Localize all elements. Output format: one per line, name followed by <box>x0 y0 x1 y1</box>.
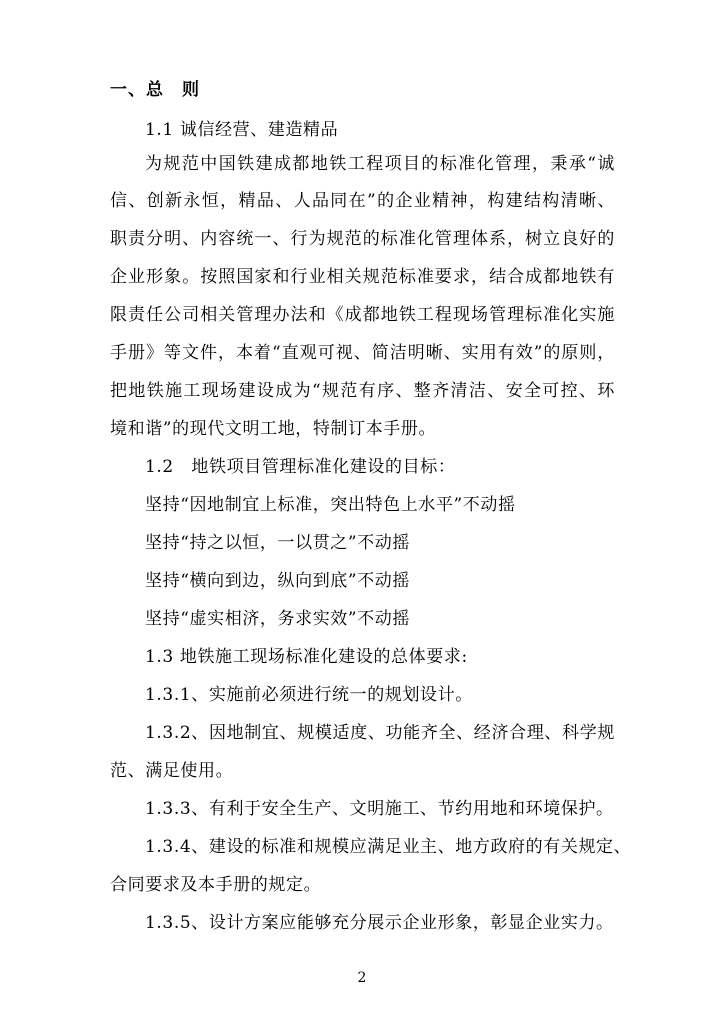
subsection-1-3-title: 1.3 地铁施工现场标准化建设的总体要求: <box>145 647 468 667</box>
subsection-1-1-title: 1.1 诚信经营、建造精品 <box>145 120 339 140</box>
requirement-item: 1.3.1、实施前必须进行统一的规划设计。 <box>145 685 473 705</box>
requirement-item: 1.3.3、有利于安全生产、文明施工、节约用地和环境保护。 <box>145 799 614 819</box>
intro-paragraph-line: 手册》等文件，本着“直观可视、简洁明晰、实用有效”的原则， <box>110 343 615 363</box>
requirement-item: 1.3.2、因地制宜、规模适度、功能齐全、经济合理、科学规 <box>145 723 615 743</box>
intro-paragraph-line: 境和谐”的现代文明工地，特制订本手册。 <box>110 419 437 439</box>
intro-paragraph-line: 企业形象。按照国家和行业相关规范标准要求，结合成都地铁有 <box>110 267 615 287</box>
subsection-1-2-title: 1.2 地铁项目管理标准化建设的目标： <box>145 457 456 477</box>
goal-item: 坚持“虚实相济，务求实效”不动摇 <box>145 609 410 629</box>
goal-item: 坚持“因地制宜上标准，突出特色上水平”不动摇 <box>145 495 516 515</box>
intro-paragraph-line: 信、创新永恒，精品、人品同在”的企业精神，构建结构清晰、 <box>110 191 615 211</box>
section-heading: 一、总 则 <box>110 80 200 100</box>
goal-item: 坚持“横向到边，纵向到底”不动摇 <box>145 571 410 591</box>
requirement-item-continuation: 范、满足使用。 <box>110 761 234 781</box>
intro-paragraph-line: 把地铁施工现场建设成为“规范有序、整齐清洁、安全可控、环 <box>110 381 615 401</box>
intro-paragraph-line: 为规范中国铁建成都地铁工程项目的标准化管理，秉承“诚 <box>145 154 615 174</box>
intro-paragraph-line: 职责分明、内容统一、行为规范的标准化管理体系，树立良好的 <box>110 229 615 249</box>
intro-paragraph-line: 限责任公司相关管理办法和《成都地铁工程现场管理标准化实施 <box>110 305 615 325</box>
page-number: 2 <box>357 970 367 986</box>
goal-item: 坚持“持之以恒，一以贯之”不动摇 <box>145 533 410 553</box>
requirement-item: 1.3.4、建设的标准和规模应满足业主、地方政府的有关规定、 <box>145 837 632 857</box>
requirement-item-continuation: 合同要求及本手册的规定。 <box>110 875 322 895</box>
requirement-item: 1.3.5、设计方案应能够充分展示企业形象，彰显企业实力。 <box>145 913 614 933</box>
